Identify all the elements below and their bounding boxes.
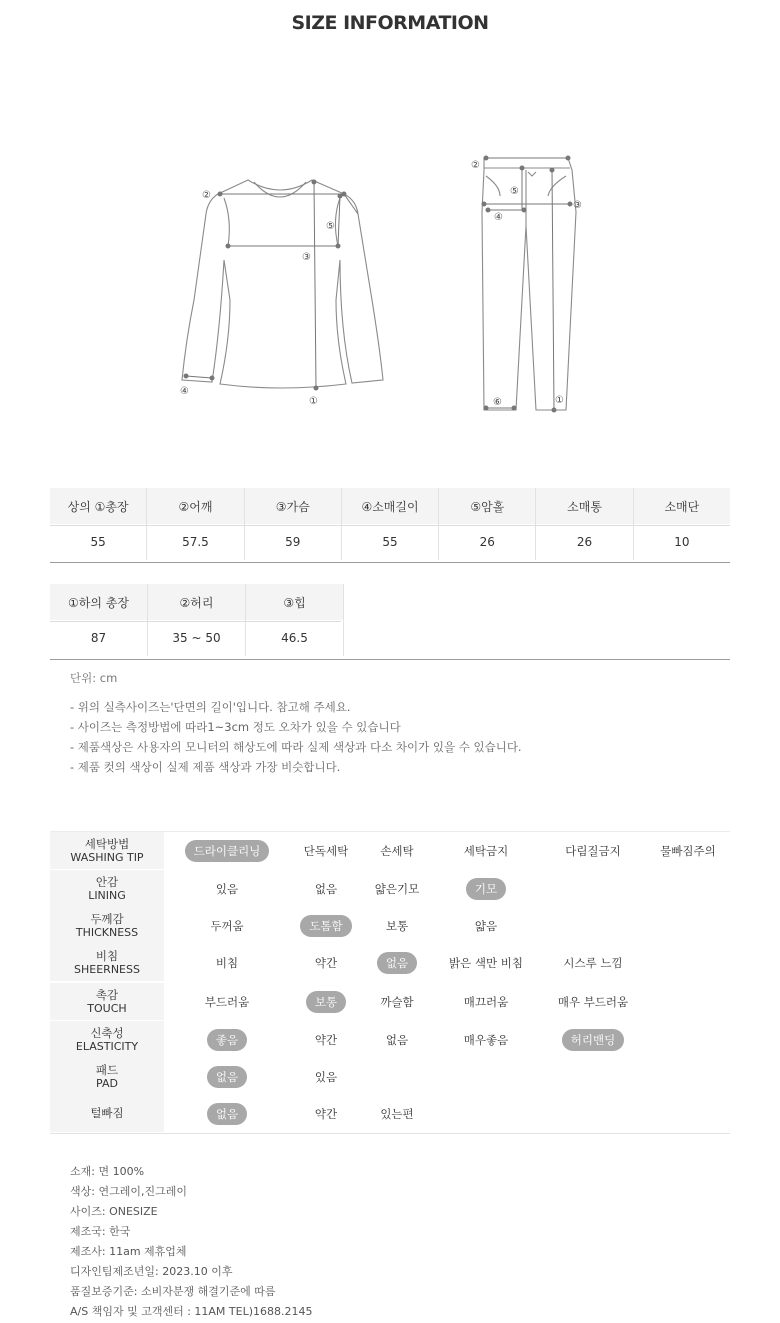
note-line: - 사이즈는 측정방법에 따라1~3cm 정도 오차가 있을 수 있습니다	[70, 720, 401, 734]
fabric-option	[291, 832, 361, 869]
fabric-label-en: TOUCH	[87, 1001, 127, 1015]
fabric-row-label	[50, 1058, 164, 1095]
fabric-label-ko: 털빠짐	[90, 1106, 124, 1120]
fabric-option-text: 드라이클리닝	[185, 840, 270, 862]
info-line: 소재: 면 100%	[70, 1165, 145, 1178]
marker-top-1: ①	[309, 396, 318, 407]
fabric-option	[441, 832, 531, 869]
fabric-option-text: 매우좋음	[463, 1032, 509, 1047]
fabric-option	[441, 983, 531, 1020]
unit-label: 단위: cm	[70, 671, 118, 685]
fabric-label-en: SHEERNESS	[74, 962, 140, 976]
info-line: 사이즈: ONESIZE	[70, 1205, 158, 1218]
fabric-label-en: LINING	[88, 888, 126, 902]
fabric-option-text: 시스루 느낌	[563, 955, 623, 970]
fabric-option-text: 밝은 색만 비침	[449, 955, 523, 970]
fabric-row-label	[50, 907, 164, 944]
fabric-label-en: PAD	[96, 1076, 118, 1090]
fabric-option	[362, 832, 432, 869]
fabric-option	[291, 1095, 361, 1132]
fabric-row-label	[50, 944, 164, 981]
fabric-label-en: THICKNESS	[75, 925, 139, 939]
fabric-option-text: 있는편	[380, 1106, 414, 1121]
fabric-option-text: 없음	[385, 1032, 409, 1047]
fabric-option-selected	[441, 870, 531, 907]
fabric-info-table	[50, 831, 730, 1134]
top-header-cell: ③가슴	[244, 488, 341, 524]
fabric-option-text: 까슬함	[380, 994, 414, 1009]
bottom-value-cell: 35 ~ 50	[148, 620, 246, 656]
fabric-option-text: 좋음	[207, 1029, 247, 1051]
page-title: SIZE INFORMATION	[291, 12, 489, 34]
marker-top-4: ④	[180, 386, 189, 397]
top-value-cell: 26	[439, 524, 536, 560]
marker-bottom-5: ⑤	[510, 186, 519, 197]
fabric-option	[291, 944, 361, 981]
info-line: 색상: 연그레이,진그레이	[70, 1185, 187, 1198]
fabric-label-ko: 패드	[95, 1062, 119, 1077]
bottom-measure-lines	[482, 156, 572, 412]
bottom-header-cell: ③힙	[246, 584, 344, 620]
fabric-row	[50, 983, 730, 1020]
fabric-label-en: WASHING TIP	[70, 850, 144, 864]
fabric-option-selected	[182, 1021, 272, 1058]
product-info	[70, 1162, 313, 1322]
fabric-label-ko: 세탁방법	[84, 836, 130, 851]
fabric-option-selected	[291, 907, 361, 944]
marker-top-2: ②	[202, 190, 211, 201]
top-value-cell: 57.5	[147, 524, 244, 560]
fabric-option	[182, 983, 272, 1020]
table-rule	[50, 562, 730, 563]
fabric-option-text: 얇음	[474, 918, 498, 933]
table-rule	[50, 659, 730, 660]
fabric-option-text: 단독세탁	[303, 843, 349, 858]
info-line: 제조사: 11am 제휴업체	[70, 1245, 187, 1258]
marker-bottom-3: ③	[573, 200, 582, 211]
fabric-label-ko: 비침	[95, 948, 119, 963]
marker-bottom-2: ②	[471, 160, 480, 171]
fabric-row-label	[50, 1095, 164, 1132]
fabric-row-label	[50, 870, 164, 907]
fabric-option	[548, 983, 638, 1020]
fabric-row-label	[50, 983, 164, 1020]
top-header-cell: 소매단	[633, 488, 730, 524]
top-value-cell: 26	[536, 524, 633, 560]
fabric-option-selected	[362, 944, 432, 981]
fabric-option-text: 있음	[314, 1069, 338, 1084]
empty-cell	[344, 620, 731, 656]
fabric-option-text: 다림질금지	[565, 843, 621, 858]
fabric-label-en: ELASTICITY	[75, 1039, 139, 1053]
fabric-option-text: 세탁금지	[463, 843, 509, 858]
top-value-cell: 10	[674, 535, 690, 549]
fabric-option-selected	[182, 832, 272, 869]
fabric-option-text: 보통	[306, 991, 346, 1013]
marker-top-5: ⑤	[326, 221, 335, 232]
fabric-option-text: 부드러움	[204, 994, 250, 1009]
bottom-header-cell: ①하의 총장	[50, 584, 148, 620]
fabric-row	[50, 1058, 730, 1095]
fabric-label-ko: 두께감	[90, 911, 124, 926]
marker-top-3: ③	[302, 252, 311, 263]
fabric-option-text: 도톰함	[300, 915, 351, 937]
fabric-option-text: 약간	[314, 955, 338, 970]
bottom-value-cell: 46.5	[246, 620, 344, 656]
fabric-option-selected	[291, 983, 361, 1020]
fabric-row	[50, 907, 730, 944]
fabric-option-text: 얇은기모	[374, 881, 420, 896]
marker-bottom-1: ①	[555, 395, 564, 406]
note-line: - 위의 실측사이즈는'단면의 길이'입니다. 참고해 주세요.	[70, 700, 351, 714]
fabric-option	[291, 1021, 361, 1058]
fabric-option-text: 기모	[466, 878, 506, 900]
fabric-option	[362, 870, 432, 907]
size-notes	[70, 697, 522, 777]
fabric-option	[362, 1095, 432, 1132]
fabric-option-selected	[182, 1095, 272, 1132]
info-line: A/S 책임자 및 고객센터 : 11AM TEL)1688.2145	[70, 1305, 313, 1318]
bottom-garment-drawing	[482, 158, 576, 410]
info-line: 디자인팀제조년일: 2023.10 이후	[70, 1265, 233, 1278]
marker-bottom-6: ⑥	[493, 397, 502, 408]
top-value-cell: 55	[50, 524, 147, 560]
fabric-label-ko: 촉감	[95, 987, 119, 1002]
fabric-option	[291, 870, 361, 907]
fabric-option	[182, 870, 272, 907]
fabric-option	[643, 832, 733, 869]
fabric-label-ko: 신축성	[90, 1025, 124, 1040]
top-garment-drawing	[182, 180, 383, 388]
table-divider	[50, 621, 341, 622]
fabric-option-text: 없음	[207, 1066, 247, 1088]
fabric-option-selected	[548, 1021, 638, 1058]
marker-bottom-4: ④	[494, 212, 503, 223]
note-line: - 제품색상은 사용자의 모니터의 해상도에 따라 실제 색상과 다소 차이가 있을 수 있습니다.	[70, 740, 522, 754]
top-size-table	[50, 488, 730, 560]
info-line: 품질보증기준: 소비자분쟁 해결기준에 따름	[70, 1285, 276, 1298]
fabric-option	[441, 944, 531, 981]
fabric-option-text: 없음	[207, 1103, 247, 1125]
fabric-row	[50, 944, 730, 981]
fabric-label-ko: 안감	[95, 874, 119, 889]
size-illustration	[0, 140, 780, 430]
fabric-option	[182, 944, 272, 981]
fabric-option	[291, 1058, 361, 1095]
info-line: 제조국: 한국	[70, 1225, 131, 1238]
fabric-option	[182, 907, 272, 944]
bottom-size-table	[50, 584, 730, 656]
fabric-option	[362, 907, 432, 944]
fabric-option-text: 보통	[385, 918, 409, 933]
fabric-row	[50, 1021, 730, 1058]
top-header-cell: 소매통	[536, 488, 633, 524]
top-value-cell: 59	[244, 524, 341, 560]
fabric-option-text: 있음	[215, 881, 239, 896]
fabric-row-label	[50, 1021, 164, 1058]
fabric-option-text: 없음	[377, 952, 417, 974]
fabric-option-selected	[182, 1058, 272, 1095]
fabric-row	[50, 870, 730, 907]
fabric-option-text: 물빠짐주의	[660, 843, 716, 858]
empty-cell	[344, 584, 731, 620]
top-header-cell: ⑤암홀	[439, 488, 536, 524]
fabric-option	[441, 1021, 531, 1058]
fabric-option-text: 손세탁	[380, 843, 414, 858]
table-divider	[50, 525, 730, 526]
fabric-option-text: 비침	[215, 955, 239, 970]
top-header-cell: ②어깨	[147, 488, 244, 524]
fabric-option-text: 두꺼움	[210, 918, 244, 933]
fabric-option-text: 없음	[314, 881, 338, 896]
top-header-cell: ④소매길이	[341, 488, 438, 524]
top-value-cell: 55	[341, 524, 438, 560]
fabric-option	[362, 983, 432, 1020]
top-header-cell: 상의 ①총장	[50, 488, 147, 524]
fabric-option-text: 매끄러움	[463, 994, 509, 1009]
fabric-option	[548, 832, 638, 869]
fabric-row	[50, 1095, 730, 1132]
fabric-option-text: 허리밴딩	[562, 1029, 624, 1051]
bottom-header-cell: ②허리	[148, 584, 246, 620]
fabric-option	[362, 1021, 432, 1058]
fabric-row-label	[50, 832, 164, 869]
top-measure-lines	[184, 180, 358, 390]
note-line: - 제품 컷의 색상이 실제 제품 색상과 가장 비슷합니다.	[70, 760, 341, 774]
bottom-value-cell: 87	[50, 620, 148, 656]
fabric-option-text: 매우 부드러움	[557, 994, 629, 1009]
fabric-option-text: 약간	[314, 1106, 338, 1121]
fabric-row	[50, 832, 730, 869]
fabric-option-text: 약간	[314, 1032, 338, 1047]
fabric-option	[548, 944, 638, 981]
fabric-option	[441, 907, 531, 944]
